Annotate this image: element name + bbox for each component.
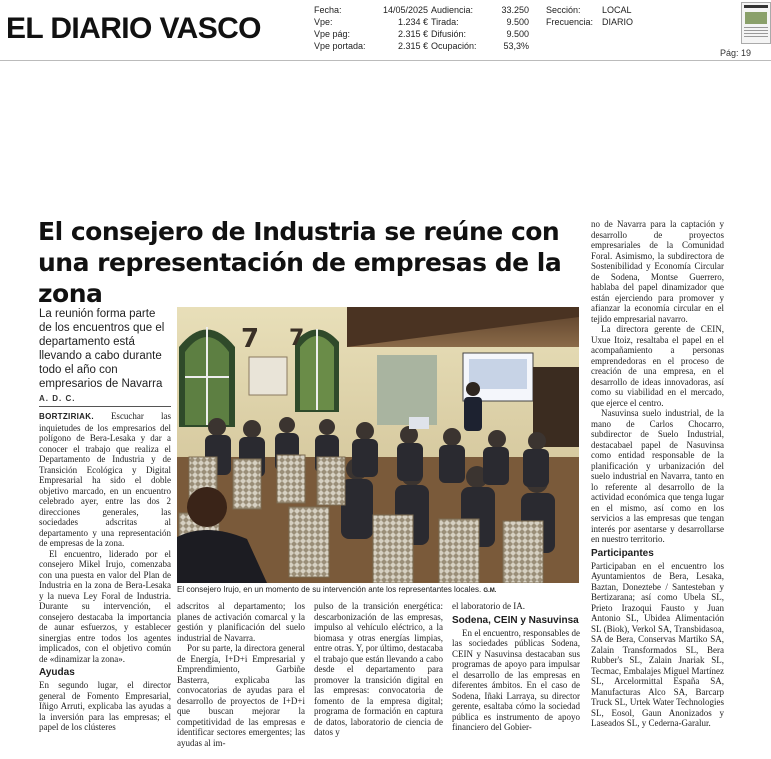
section-heading-participantes: Participantes (591, 547, 654, 559)
meta-value: DIARIO (602, 17, 634, 27)
meta-value: 9.500 (506, 17, 529, 27)
meta-label: Vpe: (314, 17, 333, 27)
article-headline: El consejero de Industria se reúne con una representación de empresas de la zona (38, 217, 562, 308)
byline: A. D. C. (39, 394, 76, 403)
meta-label: Sección: (546, 5, 581, 15)
paragraph: pulso de la transición energética: descarbonización de las empresas, impulso al vehículo eléctrico, a la biomasa y otras energías limpias, entre otras. Y, por último, destacaba el trabajo que están llevando a cabo desde el departamento para promover la transición digital en las empresas: convocatoria de fomento de la empresa digital; programa de formación en captura de datos, laboratorio de ciencia de datos y (314, 601, 443, 737)
paragraph: el laboratorio de IA. (452, 601, 525, 611)
paragraph: adscritos al departamento; los planes de activación comarcal y la gestión y planificación del suelo industrial de Navarra. (177, 601, 305, 643)
meta-value: 2.315 € (397, 41, 428, 51)
paragraph: Nasuvinsa suelo industrial, de la mano de Carlos Chocarro, subdirector de Suelo Industrial, destacabael papel de Nasuvinsa como entidad responsable de la planificación y urbanización del suelo industrial en Navarra, tanto en lo referente al desarrollo de la actividad económica que tenga lugar en el mismo, así como en los servicios a las empresas que tengan interés por asentarse y desarrollarse en nuestro territorio. (591, 408, 724, 544)
paragraph: Por su parte, la directora general de Energía, I+D+i Empresarial y Emprendimiento, Garbiñe Basterra, explicaba las convocatorias de ayudas para el desarrollo de proyectos de I+D+i que buscan mejorar la competitividad de las empresas e identificar sectores emergentes; las ayudas al im- (177, 643, 305, 748)
section-heading-sodena: Sodena, CEIN y Nasuvinsa (452, 614, 579, 626)
meta-label: Vpe portada: (314, 41, 366, 51)
article-column-1 (39, 411, 171, 733)
meeting-room-photo (177, 307, 579, 583)
meta-label: Fecha: (314, 5, 342, 15)
meta-value: 14/05/2025 (382, 5, 428, 15)
meta-column-2 (431, 4, 529, 52)
svg-text:7: 7 (289, 326, 305, 351)
photo-credit: G.M. (483, 588, 497, 594)
meta-value: 1.234 € (397, 17, 428, 27)
article-column-3 (314, 601, 443, 738)
paragraph: Participaban en el encuentro los Ayuntamientos de Bera, Lesaka, Baztan, Doneztebe / Santesteban y Bertizarana; así como Ubela SL, Prieto Irazoqui Fausto y Juan Antonio SL, Ubidea Alimentación SL (Biok), Verkol SA, Transbidasoa, SA de Bera, Conservas Martiko SA, Zalain Transformados SL, Bera Rubber's SL, Zalain Jnariak SL, Tecmac, Embalajes Miguel Martínez SL, Arcelormittal España SA, Manufacturas Alco SA, Barcarp Truck SL, Urtek Water Technologies SL, Eosol, Gaun Anonizados y Laseados SL, y Cederna-Garalur. (591, 560, 724, 728)
byline-divider (39, 406, 171, 407)
article-column-5 (591, 219, 724, 729)
meta-label: Frecuencia: (546, 17, 594, 27)
paragraph: El encuentro, liderado por el consejero Mikel Irujo, comenzaba con una puesta en valor del Plan de Industria en la zona de Bera-Lesaka y la nueva Ley Foral de Industria. Durante su intervención, el consejero destacaba la importancia de aunar esfuerzos, y establecer sinergias entre todos los agentes implicados, con el objetivo común de «dinamizar la zona». (39, 548, 171, 664)
meta-value: 2.315 € (397, 29, 428, 39)
section-heading-ayudas: Ayudas (39, 667, 75, 678)
article-column-2 (177, 601, 305, 748)
paragraph: La directora gerente de CEIN, Uxue Itoiz, resaltaba el papel en el acompañamiento a personas emprendedoras en el proceso de creación de una empresa, en el desarrollo de ideas innovadoras, así como su viabilidad en el mercado, que ejerce el centro. (591, 324, 724, 408)
article-lead: La reunión forma parte de los encuentros que el departamento está llevando a cabo durante todo el año con empresarios de Navarra (39, 308, 165, 390)
header-divider (0, 60, 771, 61)
photo-caption (177, 585, 579, 594)
dateline-city: BORTZIRIAK. (39, 412, 94, 421)
newspaper-masthead: EL DIARIO VASCO (6, 12, 261, 45)
article-column-4 (452, 601, 580, 733)
paragraph: En segundo lugar, el director general de Fomento Empresarial, Iñigo Arruti, explicaba las ayudas a la inversión para las empresas; el papel de los clústeres (39, 680, 171, 732)
meta-label: Tirada: (431, 17, 459, 27)
caption-text: El consejero Irujo, en un momento de su intervención ante los representantes locales. (177, 585, 482, 594)
meta-label: Vpe pág: (314, 29, 351, 39)
svg-text:7: 7 (241, 324, 260, 354)
paragraph: En el encuentro, responsables de las sociedades públicas Sodena, CEIN y Nasuvinsa destacaban sus programas de apoyo para impulsar el desarrollo de las empresas en diferentes ámbitos. En el caso de Sodena, Iñaki Larraya, su director gerente, esaltaba cómo la sociedad pública es instrumento de apoyo financiero del Gobier- (452, 627, 580, 732)
meta-value: 53,3% (503, 41, 529, 51)
meta-value: 33.250 (501, 5, 529, 15)
meta-column-1 (314, 4, 428, 52)
meta-column-3 (546, 4, 633, 28)
meta-label: Ocupación: (431, 41, 477, 51)
meta-label: Audiencia: (431, 5, 474, 15)
page-thumbnail (741, 2, 771, 44)
meta-value: 9.500 (506, 29, 529, 39)
paragraph: no de Navarra para la captación y desarrollo de proyectos empresariales de la Comunidad Foral. Asimismo, la subdirectora de Sostenibilidad y Economía Circular de Sodena, Montse Guerrero, hablaba del papel dinamizador que están ejerciendo para promover y afianzar la economía circular en el tejido empresarial navarro. (591, 219, 724, 324)
paragraph: BORTZIRIAK. Escuchar las inquietudes de los empresarios del polígono de Bera-Lesaka y dar a conocer el trabajo que realiza el Departamento de Industria y de Transición Ecológica y Digital Empresarial ha sido el doble objetivo marcado, en un encuentro celebrado ayer, entre las dos 2 direcciones generales, las sociedades adscritas al departamento y una representación de empresas de la zona. (39, 411, 171, 548)
page-number: Pág: 19 (720, 48, 752, 58)
meta-label: Difusión: (431, 29, 467, 39)
article-photo (177, 307, 579, 583)
meta-value: LOCAL (602, 5, 632, 15)
